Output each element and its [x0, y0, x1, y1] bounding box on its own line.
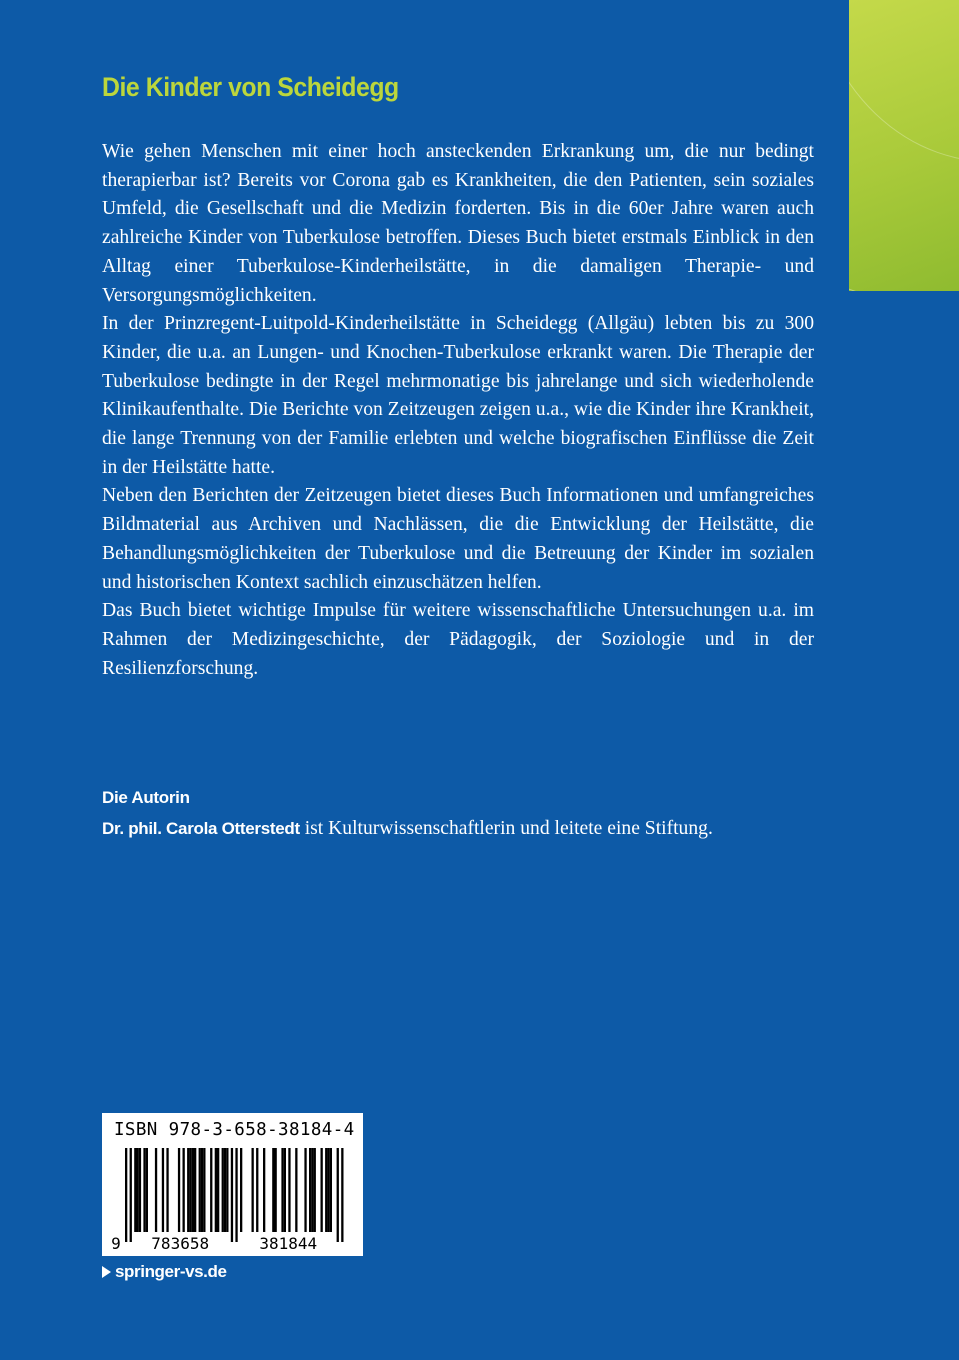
barcode-bar: [337, 1148, 339, 1242]
barcode-bar: [130, 1148, 132, 1242]
barcode-bar: [314, 1148, 316, 1232]
barcode-bar: [217, 1148, 219, 1232]
barcode-bar: [231, 1148, 233, 1242]
barcode-bar: [203, 1148, 205, 1232]
barcode-bar: [327, 1148, 329, 1232]
barcode-bar: [275, 1148, 277, 1232]
author-name: Dr. phil. Carola Otterstedt: [102, 819, 300, 838]
barcode-bar: [194, 1148, 196, 1232]
barcode-bar: [210, 1148, 212, 1232]
author-bio: [102, 815, 862, 843]
isbn-barcode: [102, 1113, 363, 1256]
publisher-link[interactable]: [102, 1262, 227, 1282]
barcode-bars: [102, 1146, 363, 1256]
barcode-bar: [139, 1148, 141, 1232]
barcode-bar: [309, 1148, 311, 1232]
barcode-bar: [281, 1148, 283, 1232]
barcode-bar: [137, 1148, 139, 1232]
barcode-bar: [134, 1148, 136, 1232]
barcode-bar: [222, 1148, 224, 1232]
barcode-bar: [325, 1148, 327, 1232]
barcode-bar: [201, 1148, 203, 1232]
barcode-bar: [256, 1148, 258, 1232]
blurb-paragraph-1: Wie gehen Menschen mit einer hoch ansteckenden Erkrankung um, die nur bedingt therapierbar ist? Bereits vor Corona gab es Krankheiten, die den Patienten, sein soziales Umfeld, die Gesellschaft und die Medizin forderten. Bis in die 60er Jahre waren auch zahlreiche Kinder von Tuberkulose betroffen. Dieses Buch bietet erstmals Einblick in den Alltag einer Tuberkulose-Kinderheilstätte, in die damaligen Therapie- und Versorgungsmöglichkeiten.: [102, 141, 814, 306]
barcode-bar: [284, 1148, 286, 1232]
barcode-bar: [311, 1148, 313, 1232]
barcode-bar: [183, 1148, 185, 1232]
publisher-url: springer-vs.de: [115, 1262, 227, 1281]
barcode-digits: 783658: [151, 1234, 210, 1253]
blurb-paragraph-3: Neben den Berichten der Zeitzeugen bietet dieses Buch Informationen und umfangreiches Bildmaterial aus Archiven und Nachlässen, die die Entwicklung der Heilstätte, die Behandlungsmöglichkeiten der Tuberkulose und die Betreuung der Kinder im sozialen und historischen Kontext sachlich einzuschätzen helfen.: [102, 485, 814, 593]
blurb-paragraph-4: Das Buch bietet wichtige Impulse für weitere wissenschaftliche Untersuchungen u.a. im Rahmen der Medizingeschichte, der Pädagogik, der Soziologie und in der Resilienzforschung.: [102, 600, 814, 679]
isbn-label: ISBN 978-3-658-38184-4: [114, 1120, 355, 1140]
decorative-corner-art: [849, 0, 959, 291]
barcode-bar: [252, 1148, 254, 1232]
barcode-bar: [295, 1148, 297, 1232]
barcode-bar: [199, 1148, 201, 1232]
barcode-bar: [146, 1148, 148, 1232]
barcode-bar: [224, 1148, 226, 1232]
barcode-bar: [330, 1148, 332, 1232]
barcode-bar: [187, 1148, 189, 1232]
barcode-bar: [162, 1148, 164, 1232]
barcode-bar: [235, 1148, 237, 1242]
blurb-paragraph-2: In der Prinzregent-Luitpold-Kinderheilstätte in Scheidegg (Allgäu) lebten bis zu 300 Kinder, die u.a. an Lungen- und Knochen-Tuberkulose erkrankt waren. Die Therapie der Tuberkulose bedingte in der Regel mehrmonatige bis jahrelange und sich wiederholende Klinikaufenthalte. Die Berichte von Zeitzeugen zeigen u.a., wie die Kinder ihre Krankheit, die lange Trennung von der Familie erlebten und welche biografischen Einflüsse die Zeit in der Heilstätte hatte.: [102, 313, 814, 478]
barcode-bar: [125, 1148, 127, 1242]
barcode-bar: [143, 1148, 145, 1232]
book-title: Die Kinder von Scheidegg: [102, 72, 399, 102]
barcode-bar: [155, 1148, 157, 1232]
arrow-right-icon: [102, 1266, 111, 1278]
barcode-bar: [263, 1148, 265, 1232]
author-heading: Die Autorin: [102, 788, 190, 807]
barcode-bar: [166, 1148, 168, 1232]
barcode-bar: [240, 1148, 242, 1232]
barcode-digits: 381844: [259, 1234, 318, 1253]
author-description: ist Kulturwissenschaftlerin und leitete eine Stiftung.: [299, 818, 713, 839]
barcode-bar: [192, 1148, 194, 1232]
barcode-digits: 9: [111, 1234, 121, 1253]
blurb-body: [102, 138, 814, 683]
barcode-bar: [178, 1148, 180, 1232]
barcode-bar: [321, 1148, 323, 1232]
barcode-bar: [189, 1148, 191, 1232]
barcode-bar: [288, 1148, 290, 1232]
barcode-bar: [272, 1148, 274, 1232]
barcode-bar: [341, 1148, 343, 1242]
barcode-bar: [215, 1148, 217, 1232]
barcode-bar: [304, 1148, 306, 1232]
barcode-bar: [226, 1148, 228, 1232]
